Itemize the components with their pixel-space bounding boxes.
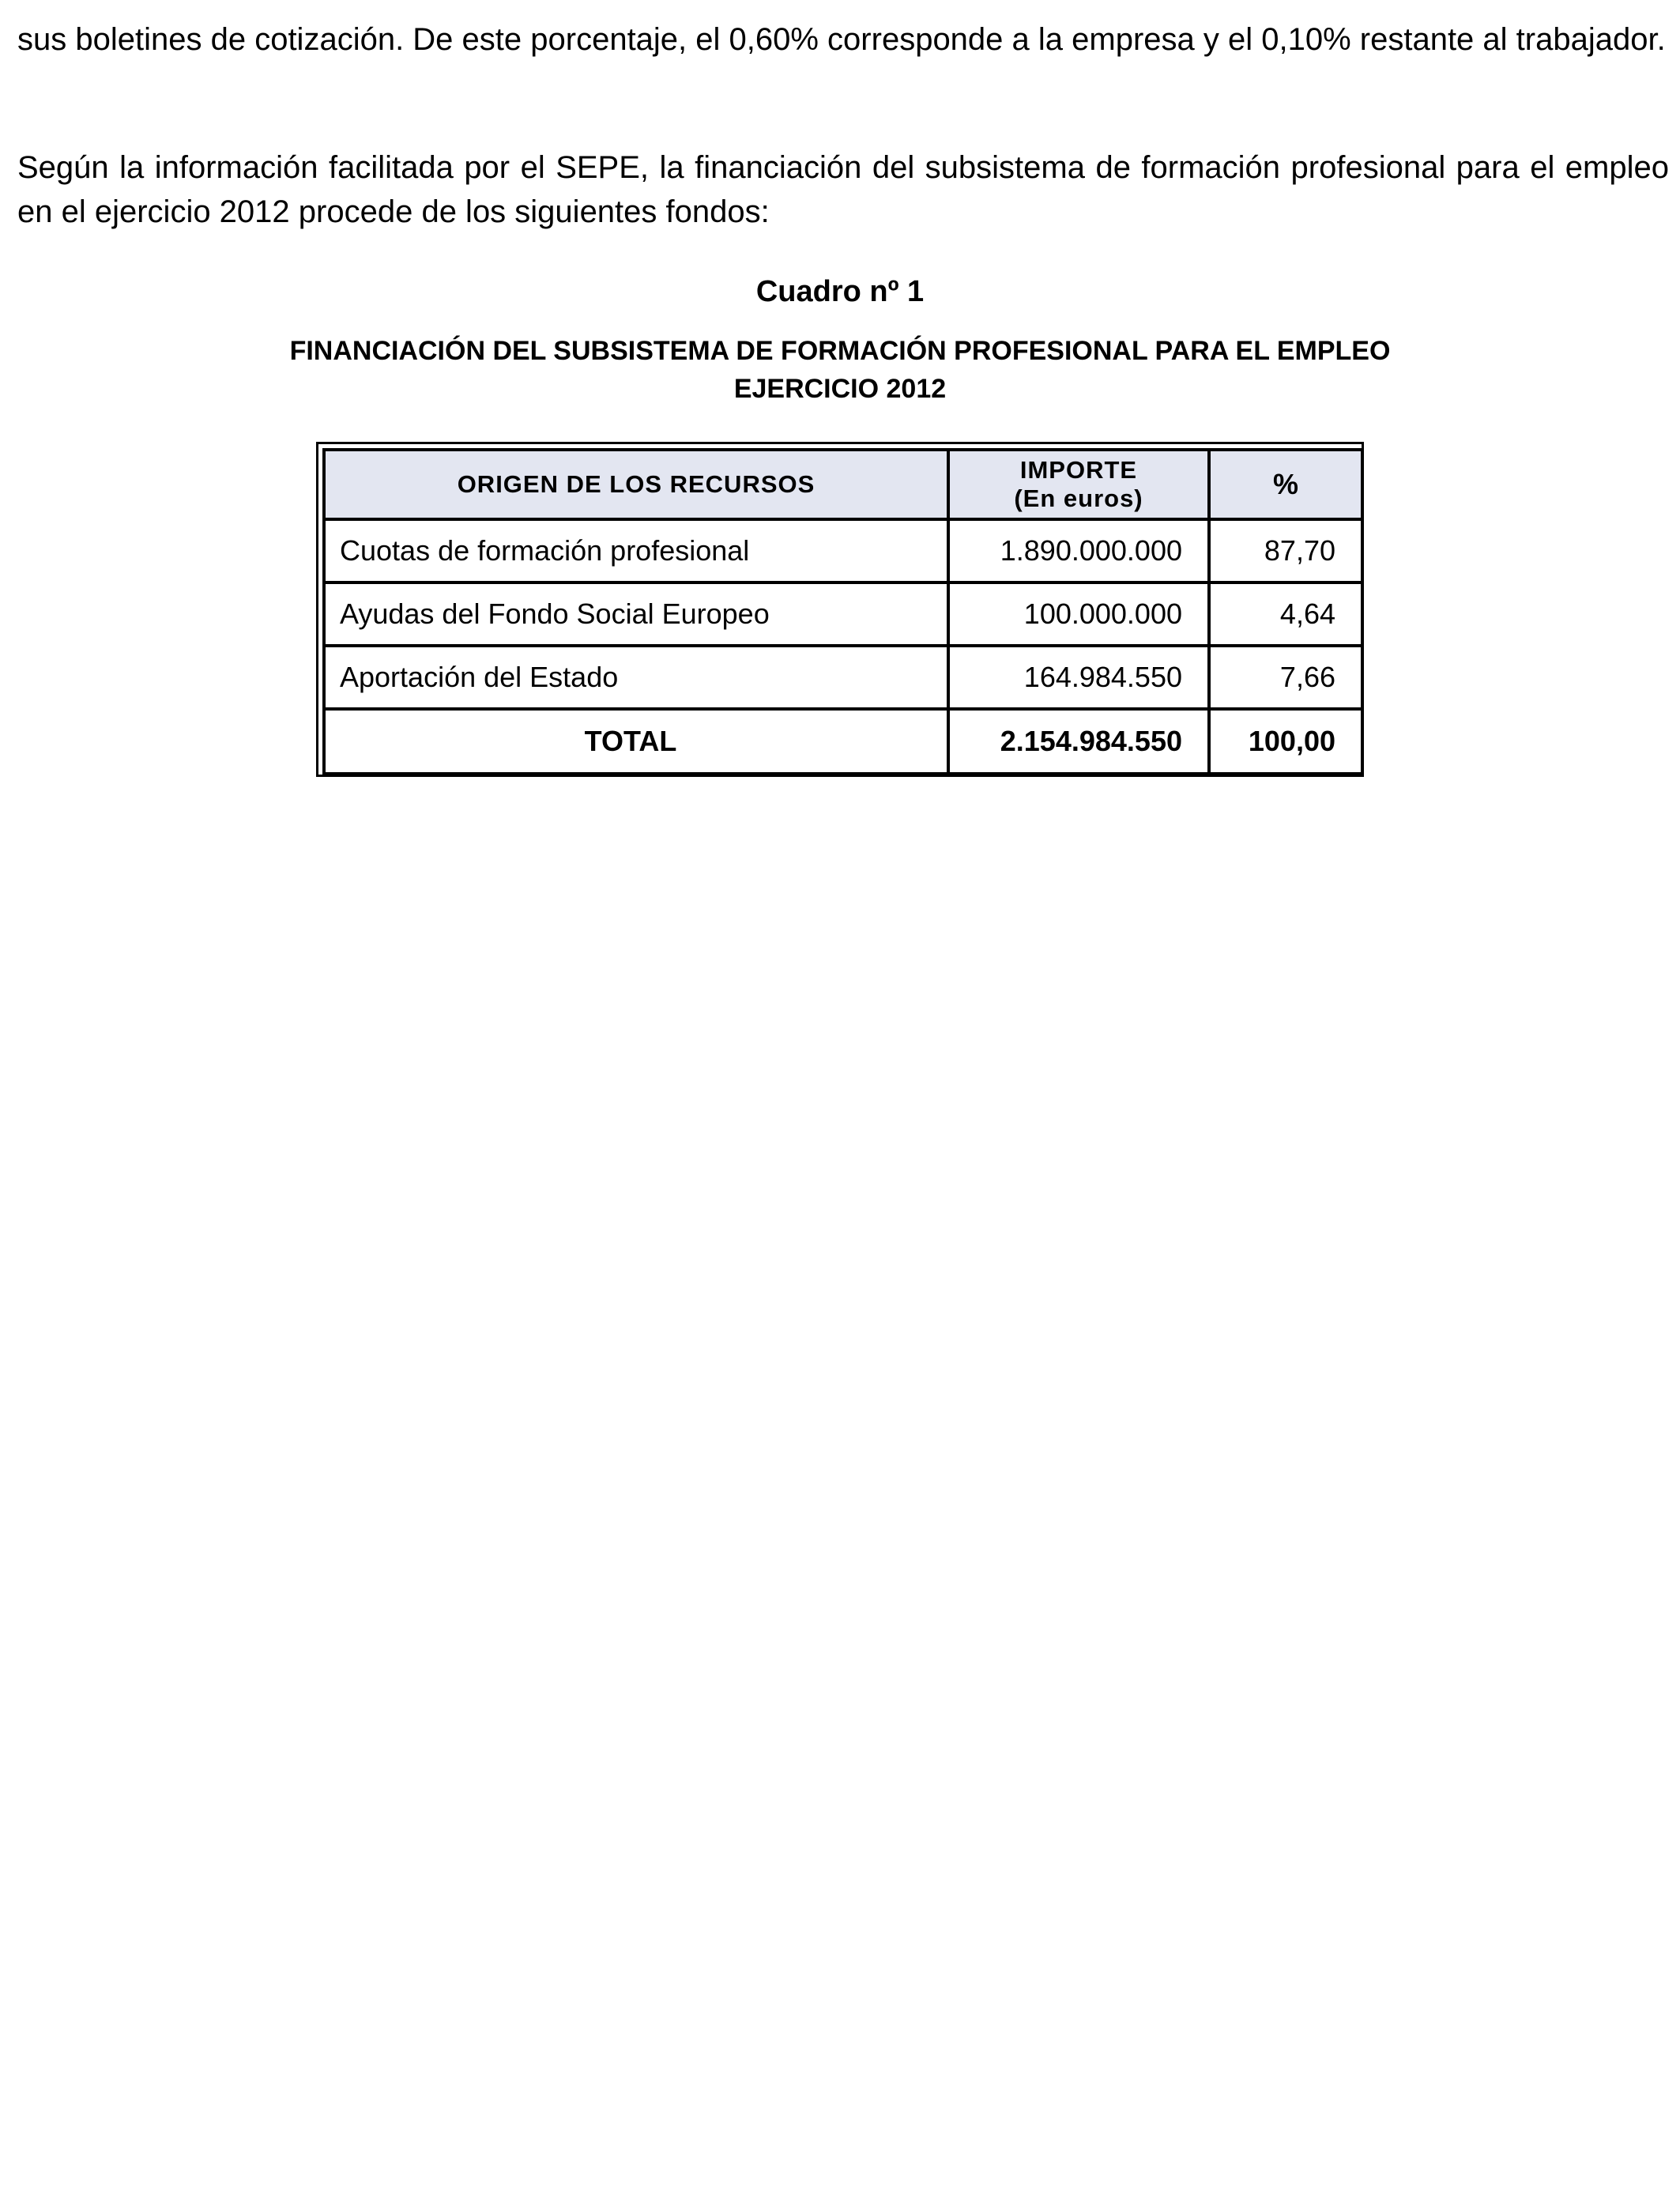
body-paragraph-1: sus boletines de cotización. De este porcentaje, el 0,60% corresponde a la empresa y el 0,10% restante al trabajador. [17,22,1666,57]
row-percent: 87,70 [1209,519,1362,582]
table-row [324,519,1362,582]
table-row [324,646,1362,709]
body-paragraph-2: Según la información facilitada por el SEPE, la financiación del subsistema de formación profesional para el empleo en el ejercicio 2012 procede de los siguientes fondos: [17,150,1669,229]
total-label: TOTAL [324,709,948,774]
row-percent: 7,66 [1209,646,1362,709]
total-percent: 100,00 [1209,709,1362,774]
table-title-line-2: EJERCICIO 2012 [733,374,947,404]
funding-table [322,448,1364,775]
table-row [324,582,1362,646]
row-percent: 4,64 [1209,582,1362,646]
header-amount [948,450,1209,519]
row-amount: 164.984.550 [948,646,1209,709]
header-amount-label: IMPORTE [1019,456,1138,484]
row-origin: Ayudas del Fondo Social Europeo [324,582,948,646]
header-percent: % [1209,450,1362,519]
table-number: Cuadro nº 1 [755,275,925,308]
funding-table-frame [316,442,1364,777]
row-amount: 1.890.000.000 [948,519,1209,582]
table-total-row [324,709,1362,774]
table-title [0,332,1680,408]
row-amount: 100.000.000 [948,582,1209,646]
row-origin: Cuotas de formación profesional [324,519,948,582]
row-origin: Aportación del Estado [324,646,948,709]
header-amount-unit: (En euros) [1014,484,1143,512]
header-origin: ORIGEN DE LOS RECURSOS [324,450,948,519]
table-header-row [324,450,1362,519]
total-amount: 2.154.984.550 [948,709,1209,774]
table-title-line-1: FINANCIACIÓN DEL SUBSISTEMA DE FORMACIÓN PROFESIONAL PARA EL EMPLEO [289,336,1391,366]
